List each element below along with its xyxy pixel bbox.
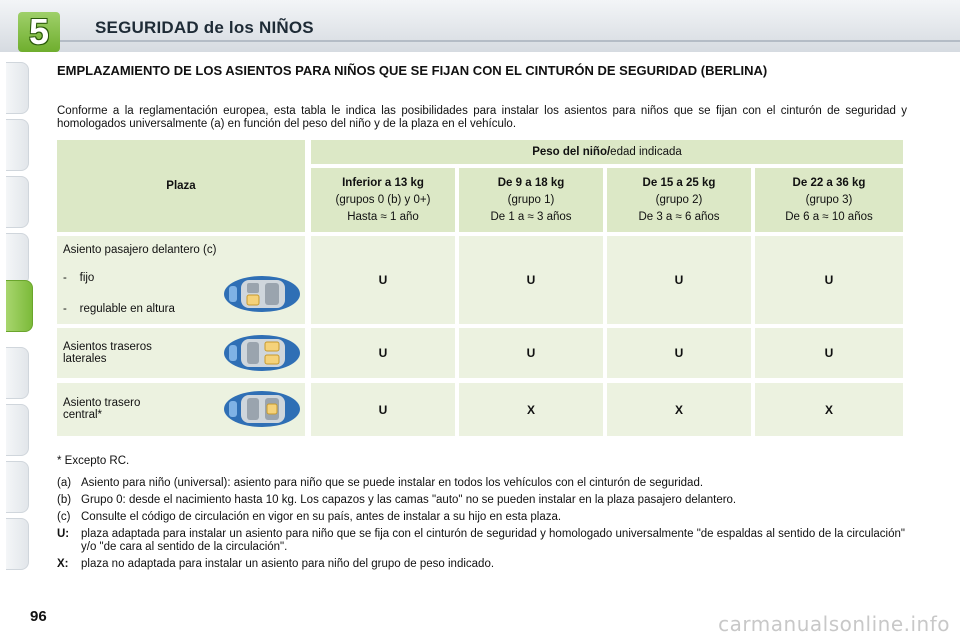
seat-label-front: Asiento pasajero delantero (c) <box>63 244 217 256</box>
column-group: (grupo 3) <box>805 193 853 206</box>
column-group: (grupos 0 (b) y 0+) <box>335 193 431 206</box>
header-divider <box>60 40 960 42</box>
column-title: Inferior a 13 kg <box>342 176 424 189</box>
value-cell <box>459 383 603 436</box>
value-cell <box>607 383 751 436</box>
column-header-2 <box>459 168 603 232</box>
value-mark: U <box>378 346 388 360</box>
dash: - <box>63 303 67 315</box>
chapter-tab-1[interactable] <box>6 62 29 114</box>
column-group: (grupo 2) <box>655 193 703 206</box>
note-text: plaza adaptada para instalar un asiento para niño que se fija con el cinturón de seguridad y homologado universalmente "de espaldas al sentido de la circulación" y/o "de cara al sentido de la circulación". <box>81 528 905 553</box>
weight-header-rest: edad indicada <box>610 146 682 158</box>
chapter-tab-9[interactable] <box>6 518 29 570</box>
value-mark: X <box>526 402 535 417</box>
page-number: 96 <box>30 608 47 625</box>
note-key: (b) <box>57 494 72 506</box>
note-item <box>57 494 905 507</box>
column-age: De 1 a ≈ 3 años <box>490 210 572 223</box>
value-mark: U <box>526 273 536 287</box>
weight-header-bold: Peso del niño/ <box>532 146 611 158</box>
note-key: (a) <box>57 477 72 489</box>
section-title: EMPLAZAMIENTO DE LOS ASIENTOS PARA NIÑOS QUE SE FIJAN CON EL CINTURÓN DE SEGURIDAD (BERLINA) <box>57 63 768 78</box>
chapter-tab-2[interactable] <box>6 119 29 171</box>
value-mark: U <box>824 346 834 360</box>
chapter-tab-5-active[interactable] <box>6 280 33 332</box>
value-mark: U <box>526 346 536 360</box>
value-cell <box>607 236 751 324</box>
value-mark: U <box>378 273 388 287</box>
value-mark: X <box>824 402 833 417</box>
seat-cell-front <box>57 236 305 324</box>
value-cell <box>755 383 903 436</box>
seat-label-line: Asiento trasero <box>63 397 141 409</box>
value-cell <box>311 328 455 378</box>
seat-sub-fixed: fijo <box>79 272 95 284</box>
dash: - <box>63 272 67 284</box>
seat-cell-rear-central <box>57 383 305 436</box>
value-cell <box>755 328 903 378</box>
note-item <box>57 477 905 490</box>
seat-label-line: central* <box>63 409 102 421</box>
value-cell <box>755 236 903 324</box>
chapter-tab-6[interactable] <box>6 347 29 399</box>
chapter-tab-8[interactable] <box>6 461 29 513</box>
value-mark: U <box>378 402 388 417</box>
seat-label-line: Asientos traseros <box>63 341 152 353</box>
note-text: Grupo 0: desde el nacimiento hasta 10 kg. Los capazos y las camas "auto" no se pueden instalar en la plaza pasajero delantero. <box>81 494 737 506</box>
value-cell <box>459 328 603 378</box>
car-top-view-rear-central-icon <box>223 389 301 429</box>
value-mark: U <box>824 273 834 287</box>
column-age: Hasta ≈ 1 año <box>347 210 419 223</box>
note-key: U: <box>57 528 70 540</box>
chapter-number-badge: 5 <box>18 12 60 52</box>
car-top-view-rear-lateral-icon <box>223 333 301 373</box>
weight-header-cell <box>311 140 903 164</box>
note-key: (c) <box>57 511 71 523</box>
value-mark: U <box>674 346 684 360</box>
note-text: Asiento para niño (universal): asiento para niño que se puede instalar en todos los vehículos con el cinturón de seguridad. <box>81 477 704 489</box>
seat-label-line: laterales <box>63 353 107 365</box>
column-age: De 3 a ≈ 6 años <box>638 210 720 223</box>
seat-sub-adjustable: regulable en altura <box>79 303 175 315</box>
column-header-4 <box>755 168 903 232</box>
value-mark: X <box>674 402 683 417</box>
note-key: X: <box>57 558 69 570</box>
note-text: plaza no adaptada para instalar un asiento para niño del grupo de peso indicado. <box>81 558 495 570</box>
chapter-tabs <box>6 62 30 574</box>
column-group: (grupo 1) <box>507 193 555 206</box>
seat-label-rear-lateral <box>63 341 152 365</box>
seat-cell-rear-lateral <box>57 328 305 378</box>
intro-paragraph: Conforme a la reglamentación europea, esta tabla le indica las posibilidades para instalar los asientos para niños que se fijan con el cinturón de seguridad y homologados universalmente (a) en función del peso del niño y de la plaza en el vehículo. <box>57 105 907 130</box>
column-title: De 22 a 36 kg <box>792 176 866 189</box>
footnote: * Excepto RC. <box>57 455 130 467</box>
plaza-header: Plaza <box>166 180 196 192</box>
column-age: De 6 a ≈ 10 años <box>785 210 873 223</box>
seat-label-rear-central <box>63 397 140 421</box>
chapter-title: SEGURIDAD de los NIÑOS <box>95 18 314 37</box>
value-cell <box>459 236 603 324</box>
value-cell <box>311 383 455 436</box>
column-title: De 15 a 25 kg <box>642 176 716 189</box>
value-mark: U <box>674 273 684 287</box>
chapter-tab-3[interactable] <box>6 176 29 228</box>
note-text: Consulte el código de circulación en vigor en su país, antes de instalar a su hijo en esta plaza. <box>81 511 562 523</box>
watermark: carmanualsonline.info <box>718 612 950 636</box>
column-title: De 9 a 18 kg <box>497 176 565 189</box>
column-header-3 <box>607 168 751 232</box>
plaza-header-cell <box>57 140 305 232</box>
note-item <box>57 558 905 571</box>
chapter-tab-4[interactable] <box>6 233 29 285</box>
car-top-view-front-seat-icon <box>223 274 301 314</box>
note-item <box>57 511 905 524</box>
value-cell <box>607 328 751 378</box>
column-header-1 <box>311 168 455 232</box>
note-item <box>57 528 905 554</box>
value-cell <box>311 236 455 324</box>
notes-list <box>57 477 905 575</box>
chapter-tab-7[interactable] <box>6 404 29 456</box>
